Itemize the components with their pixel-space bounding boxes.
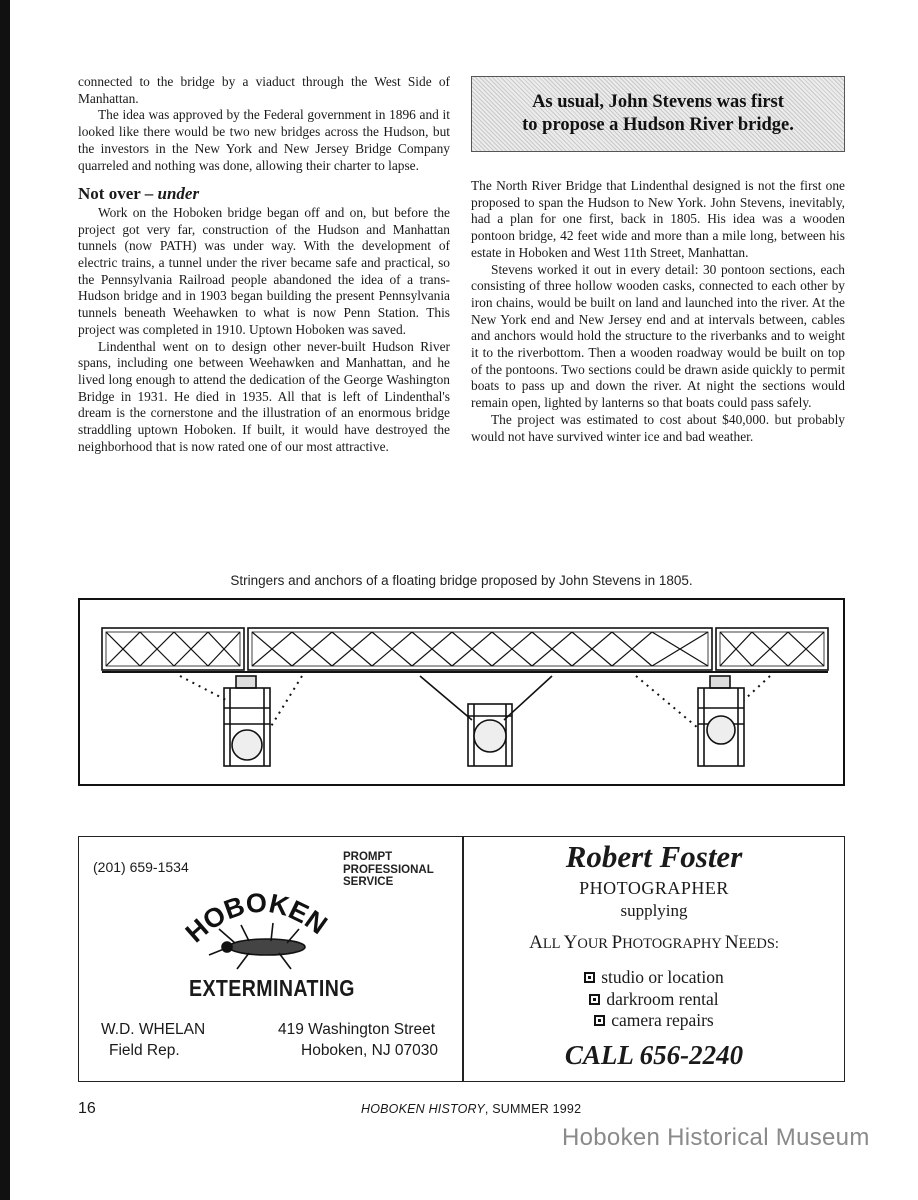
pullquote-text bbox=[522, 91, 794, 137]
museum-watermark: Hoboken Historical Museum bbox=[562, 1124, 870, 1151]
subhead-text: Not over – bbox=[78, 184, 158, 204]
pullquote-line: to propose a Hudson River bridge. bbox=[522, 115, 794, 135]
service-label: camera repairs bbox=[611, 1010, 714, 1030]
service-tagline bbox=[343, 851, 434, 889]
call-number: CALL 656-2240 bbox=[564, 1040, 744, 1070]
exterminator-logo bbox=[179, 885, 349, 975]
street-address: 419 Washington Street bbox=[278, 1021, 436, 1038]
headline-smallcap: EEDS: bbox=[738, 936, 779, 952]
rep-name: W.D. WHELAN bbox=[101, 1021, 206, 1038]
paragraph: Work on the Hoboken bridge began off and on, but before the project got very far, construction of the Hudson and Manhattan tunnels (now PATH) was under way. With the development of electric trains, a tunnel under the river became safe and practical, so the Pennsylvania Railroad people abandoned the idea of a trans-Hudson bridge and in 1903 began building the present Pennsylvania tunnels beneath Weehawken to what is now Penn Station. This project was completed in 1910. Uptown Hoboken was saved. bbox=[78, 204, 450, 337]
bridge-illustration bbox=[78, 598, 845, 786]
ad-headline bbox=[464, 932, 844, 954]
headline-cap: A bbox=[529, 932, 543, 953]
paragraph: connected to the bridge by a viaduct through the West Side of Manhattan. bbox=[78, 74, 450, 106]
city-address: Hoboken, NJ 07030 bbox=[301, 1042, 439, 1059]
pontoon-bridge-drawing bbox=[80, 600, 843, 784]
bullet-square-icon bbox=[589, 994, 600, 1005]
services-list bbox=[464, 967, 844, 1032]
paragraph: Stevens worked it out in every detail: 30 pontoon sections, each consisting of three hollow wooden casks, connected to each other by iron chains, would be built on land and launched into the river. At the New York end and New Jersey end and at intervals between, cables and anchors would hold the structure to the riverbanks and to weight it to the riverbottom. Then a wooden roadway would be built on top of the pontoons. Two sections could be drawn aside quickly to permit boats to pass up and down the river. At night the sections would remain open, lighted by lanterns so that boats could pass safely. bbox=[471, 261, 845, 411]
headline-smallcap: LL bbox=[542, 936, 564, 952]
headline-cap: P bbox=[611, 932, 623, 953]
logo-arc-text: HOBOKEN bbox=[179, 887, 333, 949]
left-article-column bbox=[78, 74, 450, 455]
section-subhead bbox=[78, 186, 450, 203]
paragraph: The idea was approved by the Federal government in 1896 and it looked like there would be two new bridges across the Hudson, but the investors in the New York and New Jersey Bridge Company quarreled and nothing was done, allowing their charter to lapse. bbox=[78, 107, 450, 173]
service-label: studio or location bbox=[601, 967, 724, 987]
tagline-line: PROFESSIONAL bbox=[343, 863, 434, 876]
paragraph: The project was estimated to cost about $40,000. but probably would not have survived winter ice and bad weather. bbox=[471, 411, 845, 444]
service-item bbox=[464, 989, 844, 1011]
pullquote-line: As usual, John Stevens was first bbox=[532, 92, 784, 112]
publication-line bbox=[361, 1102, 581, 1116]
bullet-square-icon bbox=[594, 1015, 605, 1026]
subhead-emphasis: under bbox=[157, 184, 200, 204]
right-article-column bbox=[471, 178, 845, 445]
bullet-square-icon bbox=[584, 972, 595, 983]
rep-title: Field Rep. bbox=[109, 1042, 180, 1059]
exterminator-phone: (201) 659-1534 bbox=[93, 859, 189, 875]
tagline-line: SERVICE bbox=[343, 876, 394, 888]
headline-cap: N bbox=[724, 932, 739, 953]
issue-date: , SUMMER 1992 bbox=[484, 1102, 582, 1116]
service-item bbox=[464, 1010, 844, 1032]
logo-word: EXTERMINATING bbox=[189, 975, 355, 1001]
service-item bbox=[464, 967, 844, 989]
headline-smallcap: HOTOGRAPHY bbox=[622, 936, 725, 952]
headline-cap: Y bbox=[563, 932, 578, 953]
paragraph: Lindenthal went on to design other never-built Hudson River spans, including one between Weehawken and Manhattan, and he lived long enough to attend the dedication of the George Washington Bridge in 1931. He died in 1935. All that is left of Lindenthal's dream is the cornerstone and the illustration of an enormous bridge straddling uptown Hoboken. If built, it would have destroyed the neighborhood that is now rated one of our most attractive. bbox=[78, 338, 450, 454]
figure-caption: Stringers and anchors of a floating bridge proposed by John Stevens in 1805. bbox=[230, 573, 693, 588]
cockroach-icon bbox=[209, 923, 305, 969]
photographer-name: Robert Foster bbox=[565, 839, 743, 874]
paragraph: The North River Bridge that Lindenthal designed is not the first one proposed to span the Hudson to New York. John Stevens, inevitably, had a plan for one first, back in 1805. His idea was a wooden pontoon bridge, 42 feet wide and more than a mile long, between his estate in Hoboken and West 11th Street, Manhattan. bbox=[471, 178, 845, 260]
scan-edge-bar bbox=[0, 0, 10, 1200]
profession: PHOTOGRAPHER bbox=[579, 878, 729, 898]
tagline-line: PROMPT bbox=[343, 851, 393, 863]
page-number: 16 bbox=[78, 1100, 96, 1117]
advertisement-strip bbox=[78, 836, 845, 1082]
supplying-text: supplying bbox=[620, 901, 688, 920]
pullquote-box bbox=[471, 76, 845, 152]
publication-title: HOBOKEN HISTORY bbox=[361, 1102, 485, 1116]
service-label: darkroom rental bbox=[606, 988, 719, 1009]
headline-smallcap: OUR bbox=[577, 936, 612, 952]
